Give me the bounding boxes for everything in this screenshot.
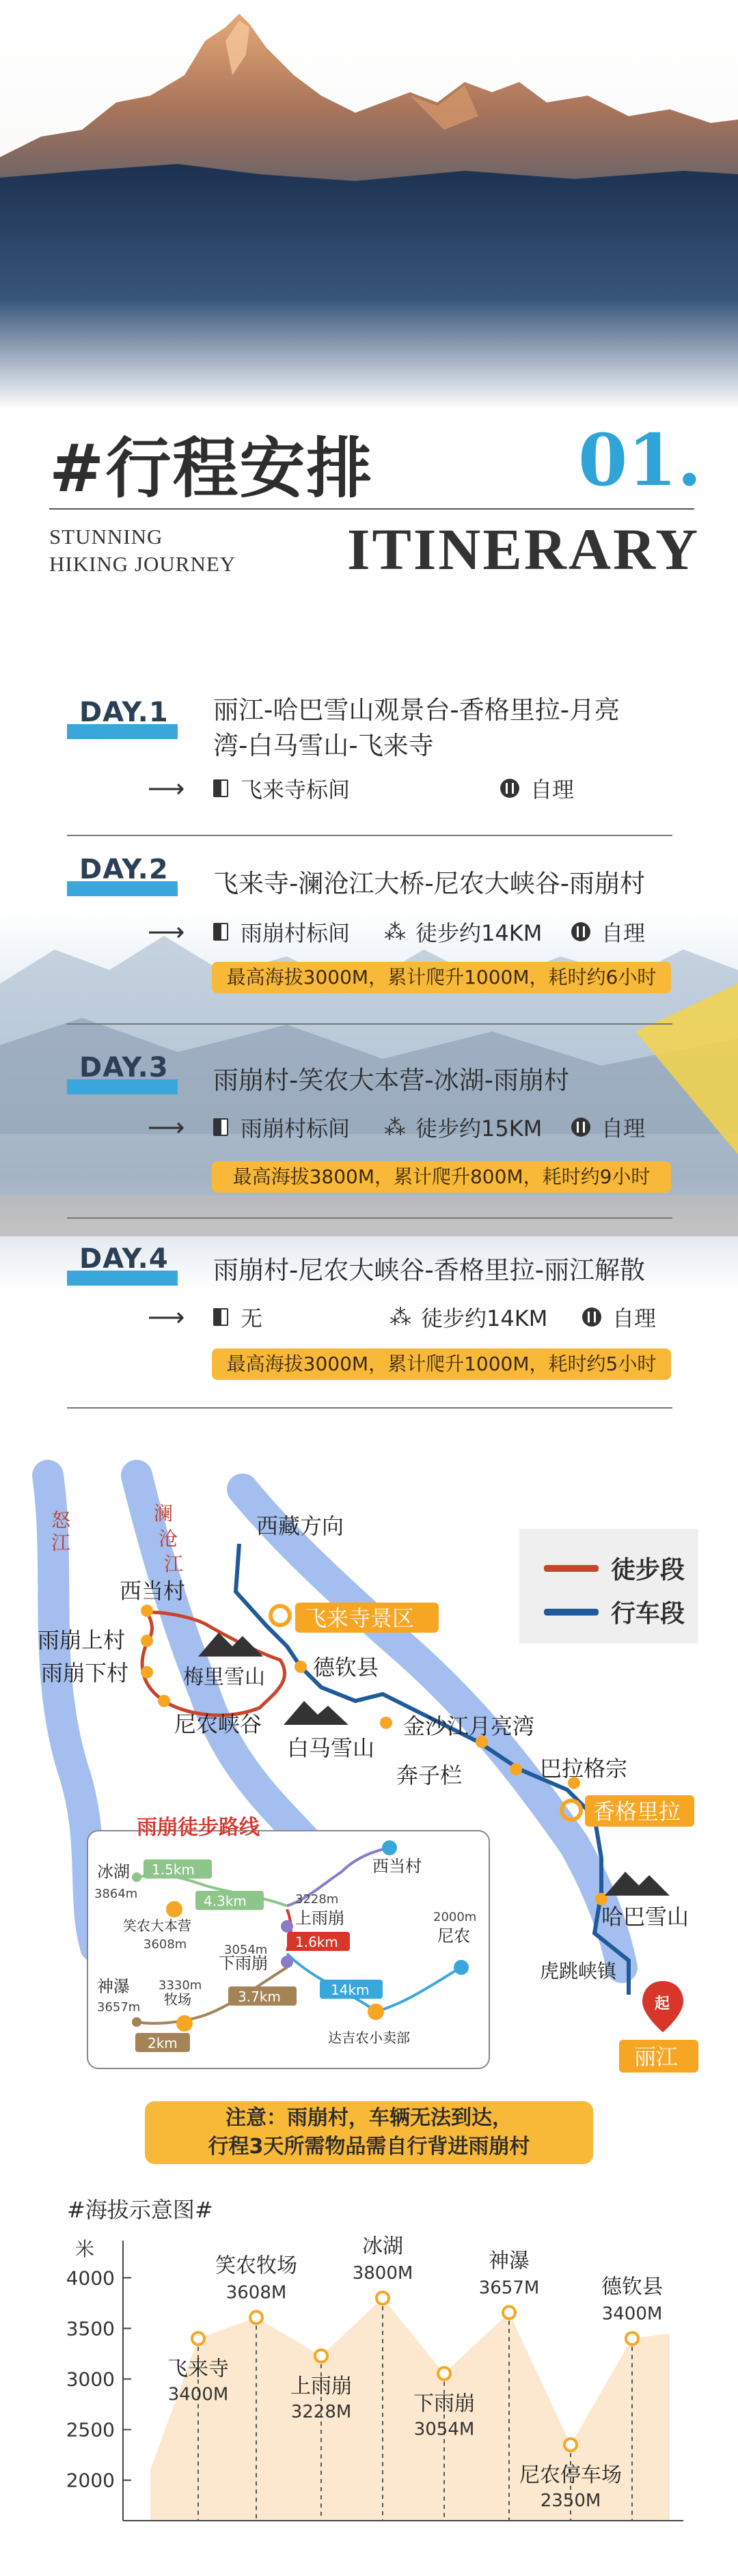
hotel-icon: [213, 779, 228, 797]
day-2-route: [213, 866, 685, 902]
day-1-label: DAY.1: [79, 697, 169, 728]
itinerary-heading: ITINERARY: [347, 516, 700, 582]
map-lijiang: 丽江: [634, 2044, 679, 2070]
hotel-icon: [213, 1118, 228, 1136]
day-2-details: [148, 915, 645, 948]
inset-niong-alt: 2000m: [433, 1910, 477, 1924]
meal-icon: [582, 1307, 601, 1327]
legend-hike: [544, 1551, 685, 1585]
inset-xiaonong: 笑农大本营: [123, 1917, 191, 1934]
map-xidang: 西当村: [120, 1578, 186, 1604]
y-tick-label: 4000: [66, 2267, 115, 2290]
elevation-point-value: 3400M: [601, 2303, 663, 2325]
day-4-note: 最高海拔3000M，累计爬升1000M，耗时约5小时: [212, 1348, 671, 1380]
map-tibet-direction: 西藏方向: [256, 1513, 344, 1539]
lancang-label-3: 江: [164, 1553, 184, 1575]
map-yubeng-down: 雨崩下村: [41, 1660, 129, 1686]
legend-drive: [544, 1594, 685, 1629]
hero-mountain-image: [0, 0, 738, 410]
inset-d2: 4.3km: [204, 1893, 247, 1909]
day-separator: [67, 1407, 672, 1409]
hotel-icon: [213, 1308, 228, 1326]
inset-xidang: 西当村: [372, 1857, 422, 1876]
day-4-label: DAY.4: [79, 1243, 169, 1275]
y-axis-label: 米: [75, 2238, 95, 2260]
day-1-stay: 飞来寺标间: [241, 777, 351, 803]
lancang-label-1: 澜: [154, 1502, 174, 1525]
day-1-tag: [67, 697, 178, 739]
day-4-tag: [67, 1243, 178, 1286]
map-baima: 白马雪山: [287, 1735, 375, 1761]
elevation-title: #海拔示意图#: [67, 2197, 213, 2223]
inset-d6: 2km: [148, 2035, 178, 2051]
inset-d5: 3.7km: [238, 1989, 281, 2005]
parking-icon: [454, 1960, 469, 1975]
day-3-stay: 雨崩村标间: [241, 1116, 351, 1141]
section-title: #行程安排: [49, 430, 374, 507]
footprint-icon: ⁂: [390, 1304, 411, 1330]
elevation-point: [564, 2439, 577, 2451]
subtitle-line-1: STUNNING: [49, 525, 163, 549]
camp-icon: [176, 2015, 193, 2032]
y-tick-label: 2500: [66, 2418, 115, 2441]
y-tick-label: 3500: [66, 2317, 115, 2340]
elevation-point-name: 尼农停车场: [519, 2463, 622, 2487]
day-1-meal: 自理: [530, 777, 575, 803]
inset-d1: 1.5km: [152, 1861, 195, 1878]
parking-icon: [382, 1840, 397, 1855]
inset-dajinong: 达吉农小卖部: [328, 2030, 410, 2046]
elevation-point-name: 飞来寺: [167, 2357, 229, 2381]
inset-bing-alt: 3864m: [94, 1887, 138, 1901]
title-divider: [49, 508, 694, 510]
day-4-stay: 无: [241, 1305, 263, 1331]
day-separator: [67, 835, 672, 836]
day-3-note: 最高海拔3800M，累计爬升800M，耗时约9小时: [212, 1161, 671, 1193]
elevation-point-value: 3228M: [290, 2401, 352, 2422]
y-tick-label: 3000: [66, 2368, 115, 2391]
mountain-icon: [605, 1872, 670, 1896]
subtitle-english: [49, 523, 236, 578]
map-niong: 尼农峡谷: [174, 1711, 262, 1737]
map-benzilan: 奔子栏: [396, 1762, 463, 1788]
map-legend: [519, 1529, 698, 1644]
elevation-point-value: 3657M: [478, 2277, 540, 2299]
elevation-point-value: 3608M: [226, 2282, 287, 2303]
camp-icon: [166, 1901, 182, 1917]
section-number: 01.: [578, 418, 702, 502]
footprint-icon: ⁂: [384, 919, 406, 945]
day-4-meal: 自理: [612, 1305, 657, 1331]
inset-shenpu-alt: 3657m: [97, 2000, 141, 2014]
day-2-hike: 徒步约14KM: [415, 920, 543, 946]
elevation-point-value: 3054M: [413, 2419, 475, 2440]
elevation-point-name: 下雨崩: [413, 2392, 475, 2416]
day-3-details: [148, 1111, 645, 1144]
elevation-point: [192, 2332, 204, 2344]
inset-d3: 1.6km: [295, 1934, 338, 1950]
inset-shangyubeng-alt: 3228m: [295, 1892, 339, 1907]
day-2-stay: 雨崩村标间: [241, 920, 351, 946]
y-tick-label: 2000: [66, 2469, 115, 2492]
elevation-point: [438, 2368, 450, 2380]
elevation-point-value: 3400M: [167, 2384, 229, 2405]
inset-title: 雨崩徒步路线: [137, 1816, 260, 1840]
inset-bing: 冰湖: [97, 1862, 130, 1881]
map-start: 起: [655, 1995, 670, 2012]
day-4-route: [213, 1253, 685, 1288]
legend-drive-label: 行车段: [611, 1600, 685, 1628]
elevation-area: [150, 2298, 670, 2521]
day-4-details: [148, 1301, 656, 1333]
map-haba: 哈巴雪山: [601, 1904, 689, 1930]
meal-icon: [500, 779, 519, 798]
meal-icon: [571, 1118, 590, 1137]
day-1-route-line-1: 丽江-哈巴雪山观景台-香格里拉-月亮: [213, 695, 620, 725]
inset-niong: 尼农: [437, 1926, 470, 1945]
elevation-point-name: 冰湖: [362, 2234, 403, 2259]
day-separator: [67, 1217, 672, 1219]
elevation-point-name: 德钦县: [601, 2275, 663, 2299]
day-2-route-line-1: 飞来寺-澜沧江大桥-尼农大峡谷-雨崩村: [213, 869, 646, 898]
elevation-point: [315, 2350, 327, 2362]
nu-river-label-1: 怒: [51, 1509, 71, 1532]
inset-muchang-alt: 3330m: [159, 1978, 202, 1993]
day-3-meal: 自理: [601, 1116, 646, 1141]
elevation-point-name: 神瀑: [489, 2249, 530, 2273]
hotel-icon: [213, 923, 228, 941]
day-2-note: 最高海拔3000M，累计爬升1000M，耗时约6小时: [212, 962, 671, 993]
inset-d4: 14km: [331, 1982, 370, 1998]
day-3-tag: [67, 1052, 178, 1094]
notice-banner: [145, 2101, 593, 2164]
day-3-route: [213, 1063, 685, 1098]
map-yubeng-up: 雨崩上村: [38, 1627, 126, 1653]
map-hutiao: 虎跳峡镇: [540, 1960, 617, 1982]
day-2-tag: [67, 854, 178, 896]
notice-line-1: 注意：雨崩村，车辆无法到达，: [226, 2106, 512, 2130]
map-deqin: 德钦县: [313, 1654, 379, 1680]
map-balagezong: 巴拉格宗: [540, 1756, 628, 1782]
drive-line-swatch: [544, 1609, 599, 1616]
day-2-label: DAY.2: [79, 854, 169, 885]
elevation-point-name: 笑农牧场: [215, 2254, 297, 2278]
day-3-hike: 徒步约15KM: [415, 1116, 543, 1141]
arrow-right-icon: ⟶: [148, 1112, 185, 1142]
subtitle-line-2: HIKING JOURNEY: [49, 552, 236, 576]
lancang-label-2: 沧: [159, 1527, 178, 1550]
footprint-icon: ⁂: [384, 1114, 406, 1140]
day-3-label: DAY.3: [79, 1052, 169, 1083]
day-3-route-line-1: 雨崩村-笑农大本营-冰湖-雨崩村: [213, 1066, 570, 1095]
elevation-point: [377, 2292, 389, 2304]
inset-muchang: 牧场: [164, 1991, 191, 2008]
day-1-route-line-2: 湾-白马雪山-飞来寺: [213, 731, 434, 760]
arrow-right-icon: ⟶: [148, 917, 185, 947]
inset-xiayubeng: 下雨崩: [219, 1954, 268, 1973]
map-feilai: 飞来寺景区: [305, 1605, 415, 1631]
nu-river-label-2: 江: [51, 1532, 71, 1554]
elevation-point: [626, 2332, 638, 2344]
map-meili: 梅里雪山: [183, 1665, 265, 1689]
inset-xiaonong-alt: 3608m: [144, 1937, 187, 1952]
map-jinsha: 金沙江月亮湾: [403, 1713, 535, 1739]
meal-icon: [571, 922, 590, 941]
day-2-meal: 自理: [601, 920, 646, 946]
inset-xiayubeng-alt: 3054m: [224, 1943, 268, 1957]
map-shangrila: 香格里拉: [593, 1799, 681, 1825]
day-separator: [67, 1023, 672, 1025]
elevation-point: [250, 2312, 262, 2324]
elevation-point-value: 3800M: [352, 2263, 413, 2284]
camp-icon: [368, 2004, 384, 2020]
arrow-right-icon: ⟶: [148, 1302, 185, 1332]
day-1-route: [213, 693, 685, 764]
elevation-point: [503, 2306, 515, 2318]
elevation-point-value: 2350M: [540, 2490, 601, 2511]
mountain-icon: [284, 1701, 348, 1725]
elevation-chart: [0, 2227, 738, 2568]
inset-shangyubeng: 上雨崩: [295, 1909, 344, 1928]
legend-hike-label: 徒步段: [611, 1556, 685, 1584]
day-4-hike: 徒步约14KM: [421, 1305, 548, 1331]
inset-shenpu: 神瀑: [97, 1977, 130, 1996]
arrow-right-icon: ⟶: [148, 773, 185, 803]
notice-line-2: 行程3天所需物品需自行背进雨崩村: [208, 2135, 530, 2159]
day-4-route-line-1: 雨崩村-尼农大峡谷-香格里拉-丽江解散: [213, 1256, 646, 1285]
village-icon: [281, 1956, 293, 1968]
elevation-point-name: 上雨崩: [290, 2374, 352, 2398]
location-pin-icon: [271, 1606, 290, 1625]
hike-line-swatch: [544, 1565, 599, 1572]
day-1-details: [148, 772, 574, 805]
village-icon: [281, 1920, 293, 1933]
